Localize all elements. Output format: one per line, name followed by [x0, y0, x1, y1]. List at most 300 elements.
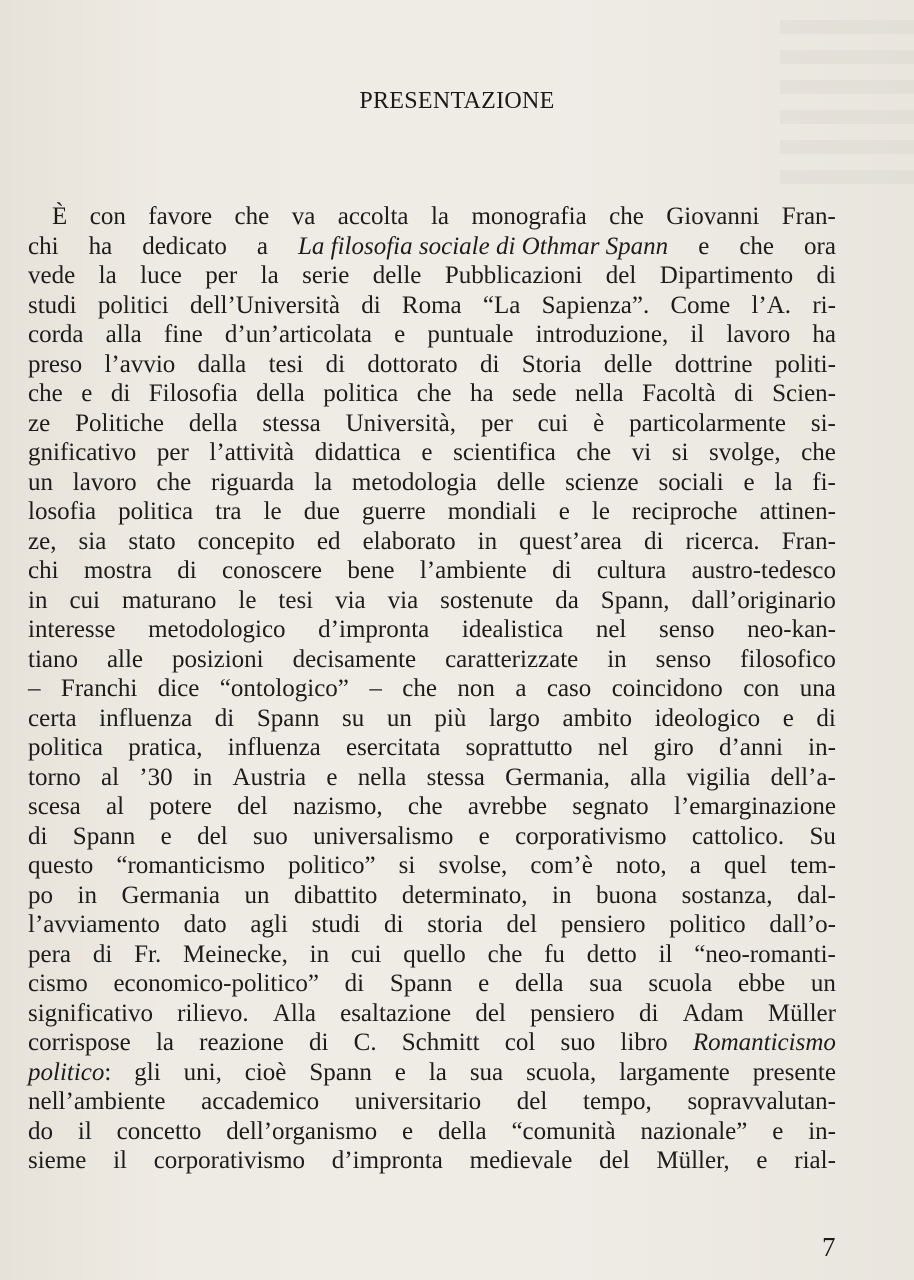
text-line	[28, 438, 836, 468]
word: potere	[149, 793, 212, 820]
word: e	[478, 822, 490, 850]
word: la	[430, 203, 449, 230]
text-line	[28, 232, 836, 262]
word: Come	[670, 291, 731, 319]
word: va	[291, 203, 316, 230]
word: avrebbe	[467, 793, 547, 820]
word: e	[743, 468, 755, 496]
word: dottrine	[674, 350, 753, 378]
word: rilievo.	[177, 999, 249, 1027]
word: interesse	[28, 616, 116, 643]
word: ze,	[28, 527, 57, 555]
word: di	[28, 822, 48, 850]
word: Schmitt	[401, 1029, 480, 1056]
word: Fran-	[781, 203, 836, 230]
word: politica	[28, 734, 103, 761]
word: col	[504, 1029, 536, 1056]
word: che	[156, 468, 192, 496]
word: cui	[69, 586, 100, 614]
word: posizioni	[171, 645, 264, 673]
word: la	[155, 1029, 174, 1056]
word: didattica	[314, 439, 401, 466]
word: che	[407, 793, 443, 820]
word: si-	[810, 409, 836, 437]
text-line	[28, 1058, 836, 1088]
word: ideologico	[654, 704, 761, 732]
word: largamente	[619, 1058, 730, 1086]
word: Giovanni	[666, 203, 760, 230]
word: buona	[595, 881, 658, 909]
word: cultura	[596, 557, 667, 584]
word: dall’o-	[769, 911, 836, 938]
word: di	[816, 704, 836, 732]
text-line	[28, 1146, 836, 1176]
word: nazismo,	[293, 793, 383, 820]
text-line	[28, 1028, 836, 1058]
word: sua	[589, 970, 623, 997]
word: È	[52, 203, 68, 230]
text-line	[28, 202, 836, 232]
word: dedicato	[142, 232, 227, 260]
word: la	[98, 262, 117, 289]
word: l’avviamento	[28, 911, 160, 938]
word: rial-	[794, 1147, 836, 1174]
word: della	[514, 970, 564, 997]
word: d’un’articolata	[224, 321, 373, 348]
word: luce	[140, 262, 182, 289]
word: alla	[105, 321, 142, 348]
word: svolge,	[709, 439, 781, 466]
word: delle	[603, 350, 653, 378]
word: Germania	[121, 881, 221, 909]
word: sede	[512, 380, 557, 407]
word: l’ambiente	[419, 557, 527, 584]
word: delle	[372, 262, 422, 289]
word: accademico	[201, 1088, 320, 1115]
word: del	[599, 1147, 630, 1174]
word: più	[434, 704, 467, 732]
word: che	[416, 380, 452, 407]
word: gnificativo	[28, 439, 137, 466]
word: –	[28, 675, 41, 702]
word: Fran-	[781, 527, 836, 555]
word: ’30	[139, 763, 173, 791]
word: do	[28, 1117, 53, 1145]
word: un	[244, 881, 270, 909]
word: studi	[311, 911, 361, 938]
word: universitario	[354, 1088, 482, 1115]
word: ebbe	[737, 970, 786, 997]
word: non	[457, 675, 495, 702]
page-title: PRESENTAZIONE	[359, 88, 555, 114]
word: politico”	[288, 852, 376, 879]
word: l’A.	[751, 291, 792, 319]
word: di	[643, 527, 664, 555]
word: e	[421, 439, 433, 466]
word: con	[89, 203, 126, 230]
word: chi	[28, 557, 59, 584]
word: serie	[302, 262, 350, 289]
word: tesi	[268, 350, 304, 378]
word: puntuale	[427, 321, 514, 348]
word: Müller,	[656, 1147, 730, 1174]
word: idealistica	[461, 616, 564, 643]
word: sostanza,	[681, 881, 773, 909]
word: libro	[620, 1029, 668, 1056]
word: in	[477, 527, 498, 555]
word: tiano	[28, 645, 78, 673]
word: cioè	[244, 1058, 287, 1086]
word: “La	[482, 291, 521, 319]
word: dell’organismo	[226, 1117, 378, 1145]
word: che	[234, 203, 270, 230]
word: –	[369, 675, 382, 702]
word: concepito	[197, 527, 295, 555]
word: neo-kan-	[747, 616, 836, 643]
word: di	[344, 970, 365, 997]
word: svolse,	[438, 852, 508, 879]
word: si	[398, 852, 416, 879]
word: l’attività	[209, 439, 295, 466]
word: sopravvalutan-	[687, 1088, 836, 1115]
word: in	[77, 881, 97, 909]
word: della	[437, 1117, 487, 1145]
word: accolta	[337, 203, 409, 230]
word: dibattito	[294, 881, 378, 909]
word: Su	[809, 822, 836, 850]
word: metodologia	[351, 468, 477, 496]
word: “comunità	[511, 1117, 616, 1145]
word: in-	[808, 1117, 836, 1145]
word: del	[506, 911, 538, 938]
word: gli	[134, 1058, 161, 1086]
word: riguarda	[210, 468, 295, 496]
word: ricerca.	[685, 527, 760, 555]
text-line	[28, 320, 836, 350]
text-line	[28, 556, 836, 586]
word: la	[260, 262, 279, 289]
word: economico-politico”	[113, 970, 319, 997]
word: e	[394, 321, 406, 348]
word: della	[256, 380, 305, 407]
word: lavoro	[726, 321, 791, 348]
word: largo	[488, 704, 540, 732]
word: di	[734, 380, 754, 407]
word: l’emarginazione	[673, 793, 836, 820]
text-line	[28, 733, 836, 763]
text-line	[28, 969, 836, 999]
word: da	[555, 586, 579, 614]
word: “romanticismo	[116, 852, 265, 879]
text-line	[28, 645, 836, 675]
word: fu	[544, 940, 565, 968]
word: d’impronta	[331, 1147, 443, 1174]
word: Spann	[72, 822, 136, 850]
word: e	[394, 1058, 406, 1086]
word: attinen-	[759, 498, 836, 525]
word: Sapienza”.	[541, 291, 650, 319]
word: universalismo	[313, 822, 454, 850]
word: in-	[808, 734, 836, 761]
word: dal-	[797, 881, 836, 909]
word: quel	[723, 852, 767, 879]
word: sostenute	[440, 586, 534, 614]
word: C.	[353, 1029, 377, 1056]
word: metodologico	[148, 616, 286, 643]
word: di	[384, 911, 404, 938]
word: pratica,	[128, 734, 203, 761]
word: La filosofia sociale di Othmar Spann	[298, 232, 669, 260]
word: politica	[323, 380, 399, 407]
word: di	[479, 350, 500, 378]
word: dell’a-	[770, 763, 836, 791]
word: di	[92, 940, 113, 968]
word: reciproche	[632, 498, 738, 525]
word: corporativismo	[153, 1147, 306, 1174]
word: di	[309, 1029, 329, 1056]
word: influenza	[99, 704, 193, 732]
word: alle	[106, 645, 144, 673]
word: Romanticismo	[692, 1029, 836, 1056]
word: di	[214, 704, 235, 732]
word: cattolico.	[691, 822, 785, 850]
word: fi-	[812, 468, 836, 496]
word: detto	[586, 940, 637, 968]
word: caso	[546, 675, 592, 702]
word: a	[689, 852, 701, 879]
word: a	[515, 675, 527, 702]
word: senso	[655, 645, 712, 673]
word: il	[690, 321, 705, 348]
word: che	[487, 940, 523, 968]
word: per	[156, 439, 189, 466]
word: d’anni	[719, 734, 783, 761]
word: per	[205, 262, 238, 289]
word: questo	[28, 852, 94, 879]
word: di	[325, 350, 346, 378]
word: concetto	[116, 1117, 202, 1145]
word: cui	[537, 409, 569, 437]
text-line	[28, 379, 836, 409]
word: Franchi	[60, 675, 138, 702]
word: che	[739, 232, 775, 260]
word: di	[110, 380, 131, 407]
word: caratterizzate	[445, 645, 579, 673]
word: po	[28, 881, 53, 909]
word: Politiche	[75, 409, 164, 437]
word: del	[197, 822, 228, 850]
word: una	[799, 675, 836, 702]
word: dall’originario	[691, 586, 836, 614]
word: influenza	[227, 734, 321, 761]
word: politici	[97, 291, 169, 319]
word: cui	[350, 940, 382, 968]
word: in	[192, 763, 213, 791]
word: il	[77, 1117, 92, 1145]
word: corda	[28, 321, 84, 348]
word: conoscere	[222, 557, 322, 584]
word: di	[177, 557, 197, 584]
text-line	[28, 350, 836, 380]
word: giro	[653, 734, 694, 761]
word: lavoro	[72, 468, 137, 496]
word: la	[428, 1058, 447, 1086]
word: com’è	[530, 852, 593, 879]
text-line	[28, 822, 836, 852]
word: filosofico	[740, 645, 836, 673]
word: dice	[157, 675, 200, 702]
text-line	[28, 674, 836, 704]
word: stato	[128, 527, 176, 555]
word: Scien-	[772, 380, 836, 407]
text-line	[28, 497, 836, 527]
word: ha	[812, 321, 836, 348]
word: e	[782, 704, 794, 732]
word: tempo,	[583, 1088, 652, 1115]
text-line	[28, 999, 836, 1029]
word: Austria	[232, 763, 307, 791]
word: ze	[28, 409, 51, 437]
text-line	[28, 704, 836, 734]
word: tra	[215, 498, 242, 525]
word: vi	[631, 439, 652, 466]
text-line	[28, 1087, 836, 1117]
word: pensiero	[560, 911, 646, 938]
word: che	[28, 380, 63, 407]
word: segnato	[572, 793, 649, 820]
word: il	[113, 1147, 127, 1174]
word: due	[303, 498, 340, 525]
word: il	[658, 940, 673, 968]
word: noto,	[615, 852, 667, 879]
word: mondiali	[447, 498, 537, 525]
word: di	[361, 291, 381, 319]
word: agli	[250, 911, 288, 938]
word: e	[478, 970, 490, 997]
word: Facoltà	[642, 380, 716, 407]
word: fine	[163, 321, 203, 348]
word: Roma	[401, 291, 462, 319]
word: studi	[28, 291, 77, 319]
word: medievale	[469, 1147, 573, 1174]
word: introduzione,	[535, 321, 669, 348]
word: che	[576, 439, 612, 466]
text-line	[28, 527, 836, 557]
word: suo	[560, 1029, 596, 1056]
word: Spann	[389, 970, 453, 997]
word: torno	[28, 763, 81, 791]
word: nell’ambiente	[28, 1088, 166, 1115]
word: politico:	[28, 1058, 112, 1086]
word: ha	[469, 380, 494, 407]
word: esaltazione	[340, 999, 452, 1027]
word: pera	[28, 940, 72, 968]
word: corporativismo	[515, 822, 667, 850]
word: bene	[347, 557, 395, 584]
text-line	[28, 261, 836, 291]
word: del	[516, 1088, 548, 1115]
word: che	[801, 439, 836, 466]
word: le	[238, 586, 257, 614]
text-line	[28, 792, 836, 822]
word: Pubblicazioni	[444, 262, 583, 289]
word: di	[638, 999, 659, 1027]
word: un	[386, 704, 412, 732]
word: ora	[804, 232, 836, 260]
word: del	[605, 262, 637, 289]
word: al	[106, 793, 125, 820]
word: dalla	[197, 350, 247, 378]
word: Müller	[767, 999, 836, 1027]
text-line	[28, 468, 836, 498]
word: Spann	[256, 704, 320, 732]
word: sua	[469, 1058, 504, 1086]
word: losofia	[28, 498, 97, 525]
word: e	[402, 1117, 414, 1145]
word: via	[387, 586, 419, 614]
word: e	[756, 1147, 768, 1174]
word: ed	[316, 527, 341, 555]
word: che	[609, 203, 644, 230]
word: Meinecke,	[183, 940, 288, 968]
presentation-paragraph	[28, 202, 836, 1176]
word: per	[480, 409, 513, 437]
word: di	[816, 262, 836, 289]
word: sociali	[658, 468, 724, 496]
word: e	[326, 763, 338, 791]
word: e	[772, 1117, 784, 1145]
word: politica	[118, 498, 194, 525]
word: Alla	[272, 999, 316, 1027]
word: alla	[630, 763, 667, 791]
text-line	[28, 615, 836, 645]
word: “ontologico”	[219, 675, 349, 702]
word: e	[160, 822, 172, 850]
word: nel	[595, 616, 627, 643]
word: Fr.	[134, 940, 162, 968]
text-line	[28, 291, 836, 321]
word: soprattutto	[465, 734, 573, 761]
word: le	[591, 498, 610, 525]
word: quest’area	[519, 527, 622, 555]
word: e	[558, 498, 570, 525]
word: che	[402, 675, 437, 702]
word: vigilia	[686, 763, 751, 791]
text-line	[28, 586, 836, 616]
word: sia	[78, 527, 107, 555]
word: ri-	[812, 291, 836, 319]
word: la	[314, 468, 333, 496]
word: preso	[28, 350, 83, 378]
word: del	[237, 793, 268, 820]
word: stessa	[426, 763, 485, 791]
word: suo	[252, 822, 288, 850]
word: le	[263, 498, 282, 525]
page-number: 7	[822, 1232, 836, 1262]
word: della	[188, 409, 238, 437]
word: dato	[183, 911, 227, 938]
word: delle	[496, 468, 546, 496]
word: corrispose	[28, 1029, 131, 1056]
word: l’avvio	[104, 350, 176, 378]
word: con	[743, 675, 780, 702]
word: vede	[28, 262, 76, 289]
word: pensiero	[530, 999, 615, 1027]
word: dell’Università	[189, 291, 340, 319]
word: Adam	[682, 999, 744, 1027]
word: Spann,	[600, 586, 670, 614]
word: in	[607, 645, 627, 673]
